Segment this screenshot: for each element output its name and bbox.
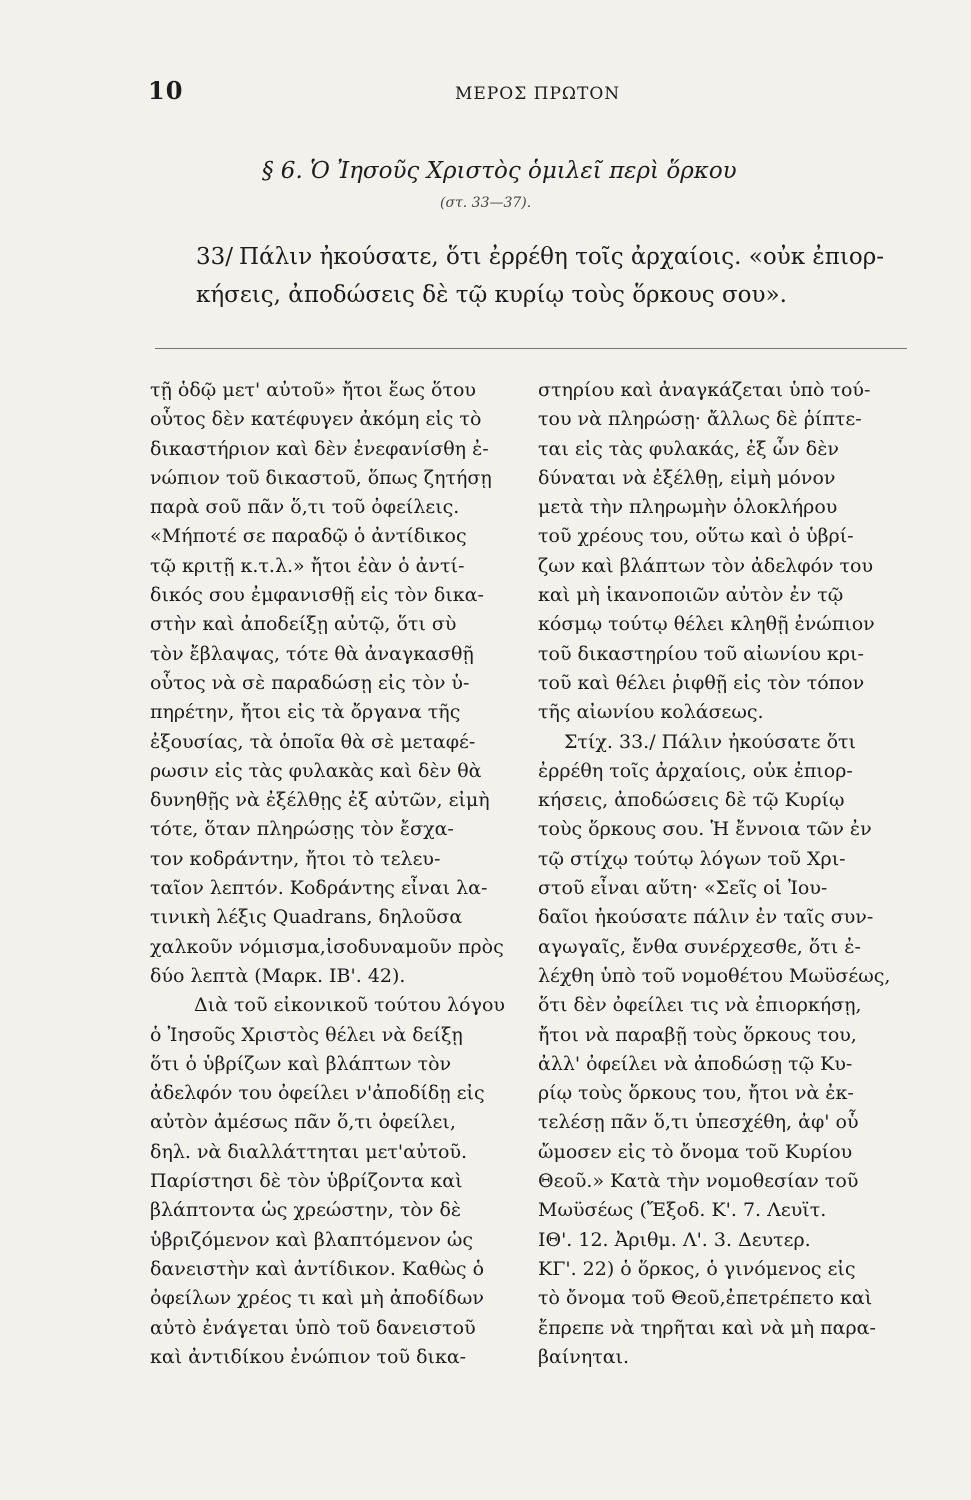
divider-rule — [155, 348, 907, 349]
commentary-line: «Μήποτέ σε παραδῷ ὁ ἀντίδικος — [150, 525, 467, 548]
commentary-line: ρωσιν εἰς τὰς φυλακὰς καὶ δὲν θὰ — [150, 759, 482, 782]
commentary-line: ἤτοι νὰ παραβῇ τοὺς ὅρκους του, — [538, 1023, 857, 1046]
commentary-line: τοῦ δικαστηρίου τοῦ αἰωνίου κρι- — [538, 642, 864, 665]
commentary-line: ἐρρέθη τοῖς ἀρχαίοις, οὐκ ἐπιορ- — [538, 759, 853, 782]
commentary-line: δυνηθῇς νὰ ἐξέλθῃς ἐξ αὐτῶν, εἰμὴ — [150, 789, 490, 812]
commentary-line: ὑβριζόμενον καὶ βλαπτόμενον ὡς — [150, 1228, 474, 1251]
commentary-line: τοῦ χρέους του, οὕτω καὶ ὁ ὑβρί- — [538, 525, 854, 548]
commentary-line: ὅτι δὲν ὀφείλει τις νὰ ἐπιορκήσῃ, — [538, 994, 862, 1017]
commentary-line: τῇ ὁδῷ μετ' αὐτοῦ» ἤτοι ἕως ὅτου — [150, 379, 476, 401]
verse-line — [196, 238, 908, 276]
page-number: 10 — [148, 76, 184, 105]
commentary-line: καὶ ἀντιδίκου ἐνώπιον τοῦ δικα- — [150, 1345, 467, 1368]
commentary-line: τῷ κριτῇ κ.τ.λ.» ἤτοι ἐὰν ὁ ἀντί- — [150, 554, 465, 577]
commentary-line: Παρίστησι δὲ τὸν ὑβρίζοντα καὶ — [150, 1170, 463, 1193]
commentary-right-column — [538, 376, 907, 1372]
commentary-line: ΙΘ'. 12. Ἀριθμ. Λ'. 3. Δευτερ. — [538, 1228, 811, 1251]
commentary-line: νώπιον τοῦ δικαστοῦ, ὅπως ζητήσῃ — [150, 466, 492, 489]
commentary-line: δαῖοι ἠκούσατε πάλιν ἐν ταῖς συν- — [538, 906, 874, 929]
commentary-line: τοῦ καὶ θέλει ῥιφθῇ εἰς τὸν τόπον — [538, 671, 865, 694]
commentary-line: ἐξουσίας, τὰ ὁποῖα θὰ σὲ μεταφέ- — [150, 730, 476, 753]
commentary-line: Θεοῦ.» Κατὰ τὴν νομοθεσίαν τοῦ — [538, 1170, 859, 1193]
commentary-line: δηλ. νὰ διαλλάττηται μετ'αὐτοῦ. — [150, 1140, 468, 1163]
commentary-line: ταῖον λεπτόν. Κοδράντης εἶναι λα- — [150, 877, 488, 900]
commentary-line: στοῦ εἶναι αὕτη· «Σεῖς οἱ Ἰου- — [538, 877, 828, 900]
commentary-line: ρίῳ τοὺς ὅρκους του, ἤτοι νὰ ἐκ- — [538, 1082, 854, 1105]
commentary-line: δανειστὴν καὶ ἀντίδικον. Καθὼς ὁ — [150, 1257, 485, 1280]
commentary-line: οὗτος δὲν κατέφυγεν ἀκόμη εἰς τὸ — [150, 408, 482, 431]
commentary-line: τὸ ὄνομα τοῦ Θεοῦ,ἐπετρέπετο καὶ — [538, 1287, 873, 1310]
commentary-line: τελέσῃ πᾶν ὅ,τι ὑπεσχέθη, ἀφ' οὗ — [538, 1111, 859, 1134]
section-heading: § 6. Ὁ Ἰησοῦς Χριστὸς ὁμιλεῖ περὶ ὅρκου — [262, 158, 737, 184]
commentary-line: δύναται νὰ ἐξέλθῃ, εἰμὴ μόνον — [538, 466, 836, 489]
commentary-line: λέχθη ὑπὸ τοῦ νομοθέτου Μωϋσέως, — [538, 964, 891, 987]
commentary-line: στὴν καὶ ἀποδείξῃ αὐτῷ, ὅτι σὺ — [150, 613, 457, 636]
commentary-line: τινικὴ λέξις Quadrans, δηλοῦσα — [150, 906, 463, 929]
commentary-line: ἔπρεπε νὰ τηρῆται καὶ νὰ μὴ παρα- — [538, 1316, 876, 1339]
commentary-line: στηρίου καὶ ἀναγκάζεται ὑπὸ τού- — [538, 379, 871, 401]
commentary-line: βλάπτοντα ὡς χρεώστην, τὸν δὲ — [150, 1199, 462, 1222]
verse-text — [196, 238, 908, 314]
commentary-line: ΚΓ'. 22) ὁ ὅρκος, ὁ γινόμενος εἰς — [538, 1257, 856, 1280]
commentary-line: δικαστήριον καὶ δὲν ἐνεφανίσθη ἐ- — [150, 437, 489, 460]
commentary-line: κόσμῳ τούτῳ θέλει κληθῇ ἐνώπιον — [538, 613, 875, 636]
verse-number: 33/ — [196, 244, 234, 270]
commentary-line: αὐτὸ ἐνάγεται ὑπὸ τοῦ δανειστοῦ — [150, 1316, 476, 1339]
commentary-line: αγωγαῖς, ἔνθα συνέρχεσθε, ὅτι ἐ- — [538, 935, 861, 958]
commentary-line: τῷ στίχῳ τούτῳ λόγων τοῦ Χρι- — [538, 847, 846, 870]
commentary-line: κήσεις, ἀποδώσεις δὲ τῷ Κυρίῳ — [538, 789, 845, 812]
commentary-line: τοὺς ὅρκους σου. Ἡ ἔννοια τῶν ἐν — [538, 818, 872, 841]
commentary-line: αὐτὸν ἀμέσως πᾶν ὅ,τι ὀφείλει, — [150, 1111, 456, 1134]
commentary-line: τῆς αἰωνίου κολάσεως. — [538, 701, 764, 724]
running-head: ΜΕΡΟΣ ΠΡΩΤΟΝ — [455, 84, 621, 104]
commentary-line: χαλκοῦν νόμισμα,ἰσοδυναμοῦν πρὸς — [150, 935, 504, 958]
commentary-line: Διὰ τοῦ εἰκονικοῦ τούτου λόγου — [194, 994, 505, 1017]
commentary-line: τὸν ἔβλαψας, τότε θὰ ἀναγκασθῇ — [150, 642, 474, 665]
commentary-line: ὁ Ἰησοῦς Χριστὸς θέλει νὰ δείξῃ — [150, 1023, 463, 1046]
commentary-line: πηρέτην, ἤτοι εἰς τὰ ὄργανα τῆς — [150, 701, 461, 724]
verse-line-text: Πάλιν ἠκούσατε, ὅτι ἐρρέθη τοῖς ἀρχαίοις. «οὐκ ἐπιορ- — [239, 244, 885, 270]
verse-line: κήσεις, ἀποδώσεις δὲ τῷ κυρίῳ τοὺς ὅρκους σου». — [196, 282, 787, 308]
commentary-line: ὅτι ὁ ὑβρίζων καὶ βλάπτων τὸν — [150, 1052, 452, 1075]
commentary-line: μετὰ τὴν πληρωμὴν ὁλοκλήρου — [538, 496, 838, 519]
commentary-line: τότε, ὅταν πληρώσῃς τὸν ἔσχα- — [150, 818, 454, 841]
section-verse-range: (στ. 33—37). — [440, 195, 532, 211]
commentary-line: οὗτος νὰ σὲ παραδώσῃ εἰς τὸν ὑ- — [150, 671, 470, 694]
commentary-line: ζων καὶ βλάπτων τὸν ἀδελφόν του — [538, 554, 874, 577]
commentary-line: ὀφείλων χρέος τι καὶ μὴ ἀποδίδων — [150, 1287, 484, 1310]
commentary-line: δύο λεπτὰ (Μαρκ. ΙΒ'. 42). — [150, 964, 406, 987]
commentary-line: τον κοδράντην, ἤτοι τὸ τελευ- — [150, 847, 441, 870]
commentary-line: ἀλλ' ὀφείλει νὰ ἀποδώσῃ τῷ Κυ- — [538, 1052, 853, 1075]
commentary-line: ται εἰς τὰς φυλακάς, ἐξ ὧν δὲν — [538, 437, 839, 460]
commentary-line: ἀδελφόν του ὀφείλει ν'ἀποδίδῃ εἰς — [150, 1082, 485, 1105]
commentary-line: δικός σου ἐμφανισθῇ εἰς τὸν δικα- — [150, 584, 484, 607]
commentary-line: Στίχ. 33./ Πάλιν ἠκούσατε ὅτι — [564, 730, 856, 753]
commentary-line: του νὰ πληρώσῃ· ἄλλως δὲ ῥίπτε- — [538, 408, 862, 431]
commentary-line: καὶ μὴ ἱκανοποιῶν αὐτὸν ἐν τῷ — [538, 584, 844, 607]
commentary-left-column — [150, 376, 523, 1372]
commentary-line: Μωϋσέως (Ἔξοδ. Κ'. 7. Λευϊτ. — [538, 1199, 827, 1222]
commentary-line: παρὰ σοῦ πᾶν ὅ,τι τοῦ ὀφείλεις. — [150, 496, 460, 519]
commentary-line: βαίνηται. — [538, 1345, 630, 1368]
commentary-line: ὤμοσεν εἰς τὸ ὄνομα τοῦ Κυρίου — [538, 1140, 853, 1163]
